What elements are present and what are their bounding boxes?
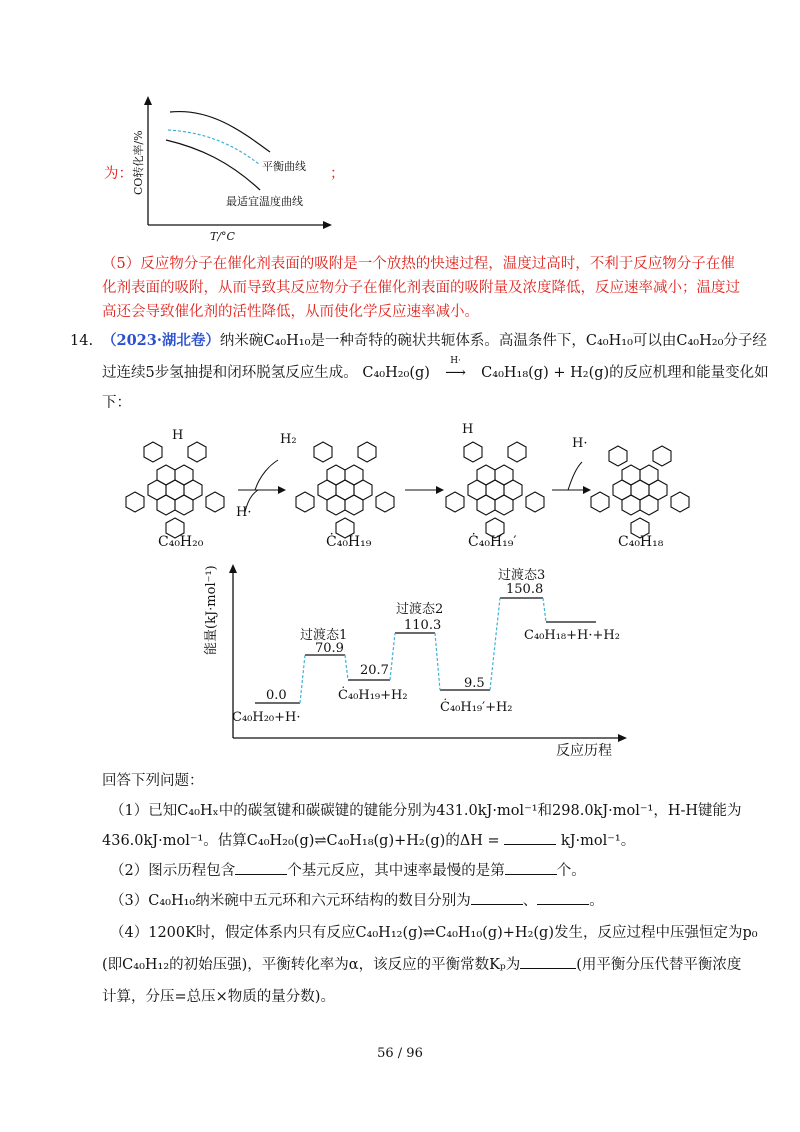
atom-label-h1: H [172,428,184,443]
question-number: 14. [70,333,94,349]
co-conversion-chart [120,90,340,250]
molecule-label-1: C₄₀H₂₀ [158,534,204,550]
energy-xlabel: 反应历程 [556,743,612,759]
question-text3: 下： [102,395,131,411]
q3-text-b: 、 [522,893,538,909]
q2-text-b: 个基元反应，其中速率最慢的是第 [287,863,505,879]
molecule-label-4: C₄₀H₁₈ [618,534,664,550]
molecule-c40h20 [126,442,224,538]
q1-line1: （1）已知C₄₀Hₓ中的碳氢键和碳碳键的键能分别为431.0kJ·mol⁻¹和298.0kJ·mol⁻¹，H-H键能为 [110,803,742,819]
q4-line2a: (即C₄₀H₁₂的初始压强)，平衡转化率为α，该反应的平衡常数Kₚ为 [102,957,521,973]
q4-line3: 计算，分压=总压×物质的量分数)。 [102,989,335,1005]
arrow-label-h2: H₂ [280,432,297,447]
molecule-label-2: Ċ₄₀H₁₉ [326,534,372,550]
question-text2a: 过连续5步氢抽提和闭环脱氢反应生成。 [102,365,358,381]
arrow-label-h-radical: H· [236,505,252,520]
q2-text-a: （2）图示历程包含 [110,863,236,879]
value-1: 70.9 [315,641,344,656]
q4-line2b: (用平衡分压代替平衡浓度 [576,957,742,973]
ts2-label: 过渡态2 [396,602,444,617]
mechanism-diagram [120,420,700,550]
q2-answer-blank-2[interactable] [505,860,557,875]
q1-line2: 436.0kJ·mol⁻¹。估算C₄₀H₂₀(g)⇌C₄₀H₁₈(g)+H₂(g)的ΔH = [102,833,500,849]
reaction-arrow: H· ⟶ [435,362,477,384]
question-text2b: 的反应机理和能量变化如 [609,365,769,381]
species-4: Ċ₄₀H₁₉′+H₂ [440,700,513,715]
top-chart-xlabel: T/°C [210,230,235,243]
page-number: 56 / 96 [377,1046,423,1061]
value-5: 150.8 [506,582,544,597]
answer-suffix: ； [330,166,345,182]
top-chart-ylabel: CO转化率/% [132,130,145,195]
species-2: Ċ₄₀H₁₉+H₂ [338,688,408,703]
reaction-condition: H· [450,356,461,366]
q3-text-c: 。 [589,893,604,909]
answer5-line2: 化剂表面的吸附，从而导致其反应物分子在催化剂表面的吸附量及浓度降低，反应速率减小；温度过 [102,280,740,296]
answer5-line1: （5）反应物分子在催化剂表面的吸附是一个放热的快速过程，温度过高时，不利于反应物分子在催 [102,256,735,272]
molecule-c40h18 [591,446,689,538]
q1-unit: kJ·mol⁻¹。 [560,833,636,849]
optimal-temperature-curve [166,140,260,190]
answer-prefix: 为： [104,166,133,182]
eq-left: C₄₀H₂₀(g) [362,365,430,381]
value-0: 0.0 [266,688,287,703]
q3-answer-blank-1[interactable] [471,890,523,905]
molecule-label-3: Ċ₄₀H₁₉′ [468,534,517,550]
q3-text-a: （3）C₄₀H₁₀纳米碗中五元环和六元环结构的数目分别为 [110,893,471,909]
q4-line1: （4）1200K时，假定体系内只有反应C₄₀H₁₂(g)⇌C₄₀H₁₀(g)+H₂(g)发生，反应过程中压强恒定为p₀ [110,925,758,941]
q4-answer-blank[interactable] [520,954,576,969]
q2-answer-blank-1[interactable] [235,860,287,875]
energy-ylabel: 能量(kJ·mol⁻¹) [204,565,219,655]
optimal-curve-label: 最适宜温度曲线 [226,195,303,208]
ts3-label: 过渡态3 [498,568,546,583]
q3-answer-blank-2[interactable] [537,890,589,905]
answer5-line3: 高还会导致催化剂的活性降低，从而使化学反应速率减小。 [102,304,479,320]
value-3: 110.3 [404,618,442,633]
ts1-label: 过渡态1 [300,628,348,643]
equilibrium-curve-label: 平衡曲线 [262,160,306,173]
species-6: C₄₀H₁₈+H·+H₂ [524,628,620,643]
value-2: 20.7 [360,663,389,678]
value-4: 9.5 [464,676,485,691]
molecule-c40h19-prime [446,442,544,538]
question-text1: 纳米碗C₄₀H₁₀是一种奇特的碗状共轭体系。高温条件下，C₄₀H₁₀可以由C₄₀H₂₀分子经 [219,333,767,349]
eq-right: C₄₀H₁₈(g) + H₂(g) [481,365,610,381]
q2-text-c: 个。 [556,863,586,879]
molecule-c40h19 [296,442,394,538]
q1-answer-blank[interactable] [504,830,556,845]
question-source: （2023·湖北卷） [102,332,220,349]
atom-label-h2: H [462,422,474,437]
arrow-label-h-radical-2: H· [572,436,588,451]
species-0: C₄₀H₂₀+H· [232,710,301,725]
questions-intro: 回答下列问题： [102,773,204,789]
